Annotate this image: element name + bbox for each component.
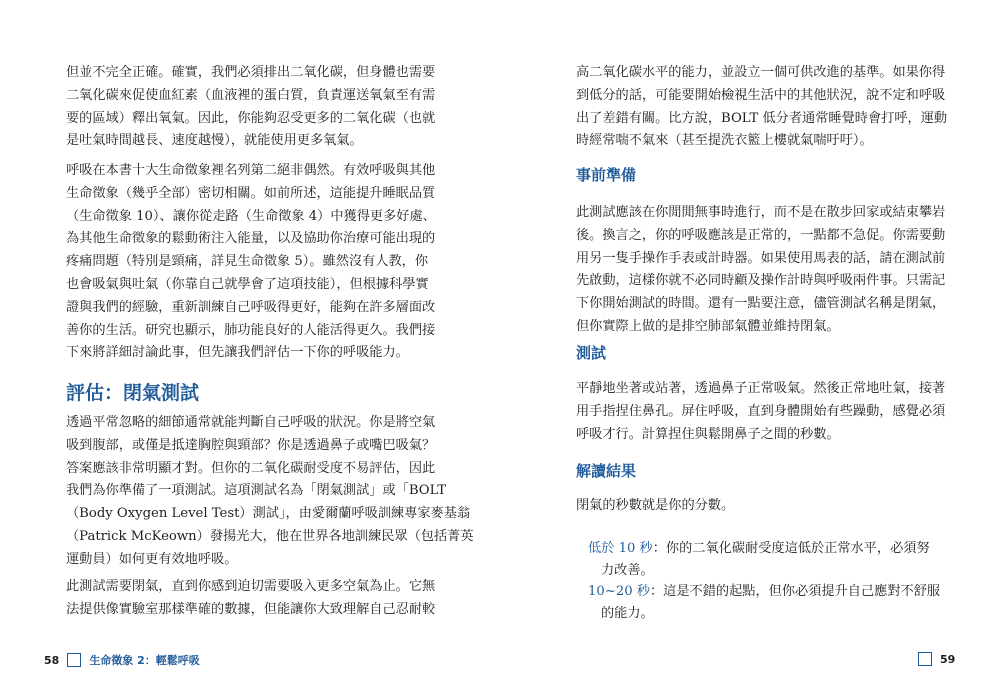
section-heading: 事前準備 xyxy=(576,166,637,184)
paragraph xyxy=(66,576,435,622)
paragraph xyxy=(576,378,945,446)
text-line: 透過平常忽略的細節通常就能判斷自己呼吸的狀況。你是將空氣 xyxy=(66,415,436,430)
text-line: 運動員）如何更有效地呼吸。 xyxy=(66,551,238,567)
text-line: 此測試應該在你閒閒無事時進行，而不是在散步回家或結束攀岩 xyxy=(576,205,946,220)
text-line: 下你開始測試的時間。還有一點要注意，儘管測試名稱是閉氣， xyxy=(576,296,946,312)
text-line: 高二氧化碳水平的能力，並設立一個可供改進的基準。如果你得 xyxy=(576,65,946,80)
text-line: （Patrick McKeown）發揚光大，他在世界各地訓練民眾（包括菁英 xyxy=(66,528,474,544)
paragraph xyxy=(66,62,435,153)
text-line: 二氧化碳來促使血紅素（血液裡的蛋白質，負責運送氧氣至有需 xyxy=(66,87,436,103)
score-text: ：你的二氧化碳耐受度這低於正常水平，必須努 xyxy=(652,541,930,556)
paragraph xyxy=(576,495,734,518)
text-line: 此測試需要閉氣，直到你感到迫切需要吸入更多空氣為止。它無 xyxy=(66,579,436,594)
text-line: 出了差錯有關。比方說，BOLT 低分者通常睡覺時會打呼，運動 xyxy=(576,110,948,126)
section-heading: 評估：閉氣測試 xyxy=(66,382,200,404)
text-line: 疼痛問題（特別是頸痛，詳見生命徵象 5）。雖然沒有人教，你 xyxy=(66,254,429,270)
score-text-cont: 的能力。 xyxy=(601,605,654,621)
running-head: 生命徵象 2：輕鬆呼吸 xyxy=(89,654,200,667)
page-number: 59 xyxy=(940,652,956,666)
text-line: 要的區域）釋出氧氣。因此，你能夠忍受更多的二氧化碳（也就 xyxy=(66,110,436,126)
score-range: 低於 10 秒 xyxy=(588,541,653,556)
text-line: 呼吸才行。計算捏住與鬆開鼻子之間的秒數。 xyxy=(576,426,840,442)
score-text: ：這是不錯的起點，但你必須提升自己應對不舒服 xyxy=(650,584,941,599)
page-number: 58 xyxy=(44,653,60,667)
score-item xyxy=(588,581,940,603)
text-line: 但並不完全正確。確實，我們必須排出二氧化碳，但身體也需要 xyxy=(66,65,436,80)
right-page xyxy=(500,0,1000,700)
text-line: 答案應該非常明顯才對。但你的二氧化碳耐受度不易評估，因此 xyxy=(66,460,436,476)
paragraph xyxy=(576,202,945,339)
text-line: 法提供像實驗室那樣準確的數據，但能讓你大致理解自己忍耐較 xyxy=(66,601,436,617)
text-line: 是吐氣時間越長、速度越慢），就能使用更多氧氣。 xyxy=(66,133,363,149)
score-item xyxy=(588,538,940,560)
text-line: 吸到腹部，或僅是抵達胸腔與頸部？你是透過鼻子或嘴巴吸氣？ xyxy=(66,437,436,453)
text-line: 也會吸氣與吐氣（你靠自己就學會了這項技能），但根據科學實 xyxy=(66,276,429,292)
text-line: （生命徵象 10）、讓你從走路（生命徵象 4）中獲得更多好處、 xyxy=(66,208,436,224)
section-heading: 測試 xyxy=(576,344,607,362)
text-line: 證與我們的經驗，重新訓練自己呼吸得更好，能夠在許多層面改 xyxy=(66,299,436,315)
footer-square-icon xyxy=(918,652,932,666)
paragraph xyxy=(66,412,474,572)
text-line: 到低分的話，可能要開始檢視生活中的其他狀況，說不定和呼吸 xyxy=(576,87,946,103)
text-line: 但你實際上做的是排空肺部氣體並維持閉氣。 xyxy=(576,318,840,334)
text-line: 善你的生活。研究也顯示，肺功能良好的人能活得更久。我們接 xyxy=(66,322,436,338)
paragraph xyxy=(66,160,436,365)
paragraph xyxy=(576,62,947,153)
text-line: 平靜地坐著或站著，透過鼻子正常吸氣。然後正常地吐氣，接著 xyxy=(576,381,946,396)
score-range: 10~20 秒 xyxy=(588,584,650,599)
text-line: 用另一隻手操作手表或計時器。如果使用馬表的話，請在測試前 xyxy=(576,250,946,266)
page-footer xyxy=(44,652,200,668)
text-line: 為其他生命徵象的鬆動術注入能量，以及協助你治療可能出現的 xyxy=(66,231,436,247)
score-list xyxy=(588,538,940,624)
text-line: 閉氣的秒數就是你的分數。 xyxy=(576,498,735,513)
text-line: 生命徵象（幾乎全部）密切相關。如前所述，這能提升睡眠品質 xyxy=(66,185,436,201)
score-text-cont: 力改善。 xyxy=(601,562,654,578)
text-line: （Body Oxygen Level Test）測試」，由愛爾蘭呼吸訓練專家麥基翁 xyxy=(66,506,471,522)
section-heading: 解讀結果 xyxy=(576,462,637,480)
text-line: 我們為你準備了一項測試。這項測試名為「閉氣測試」或「BOLT xyxy=(66,483,447,499)
text-line: 用手指捏住鼻孔。屏住呼吸，直到身體開始有些躁動，感覺必須 xyxy=(576,403,946,419)
text-line: 下來將詳細討論此事，但先讓我們評估一下你的呼吸能力。 xyxy=(66,345,409,361)
text-line: 時經常喘不氣來（甚至提洗衣籃上樓就氣喘吁吁）。 xyxy=(576,133,873,149)
footer-square-icon xyxy=(67,653,81,667)
text-line: 後。換言之，你的呼吸應該是正常的，一點都不急促。你需要動 xyxy=(576,227,946,243)
text-line: 呼吸在本書十大生命徵象裡名列第二絕非偶然。有效呼吸與其他 xyxy=(66,163,436,178)
page-footer xyxy=(918,652,955,666)
text-line: 先啟動，這樣你就不必同時顧及操作計時與呼吸兩件事。只需記 xyxy=(576,273,946,289)
